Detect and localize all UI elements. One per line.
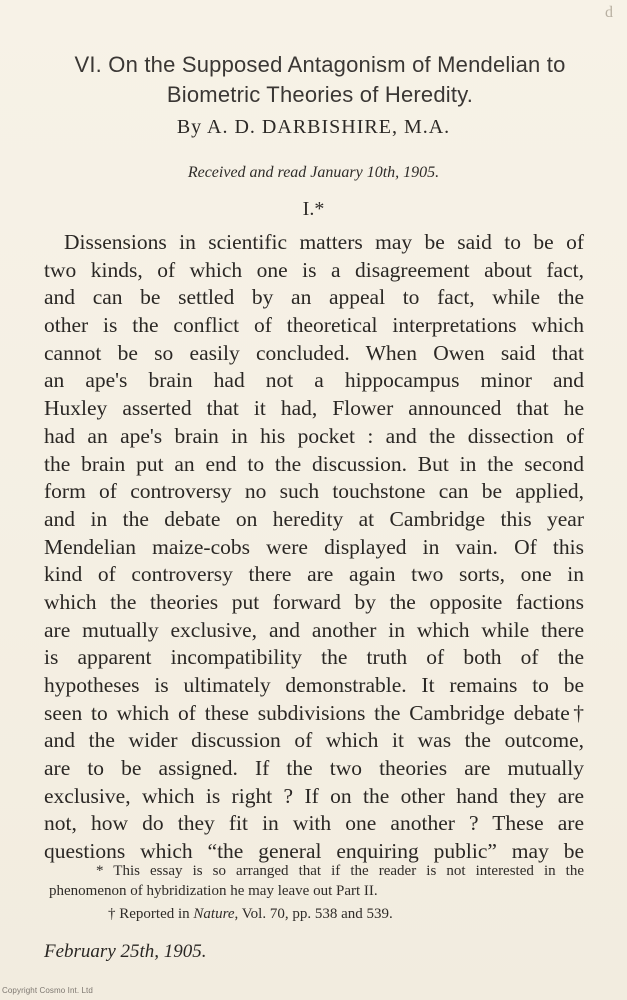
body-line: the brain put an end to the discussion. But in the second	[44, 451, 584, 476]
body-line: seen to which of these subdivisions the Cambridge debate†	[44, 700, 584, 725]
body-line: kind of controversy there are again two sorts, one in	[44, 562, 584, 587]
footnote-1-line-2: phenomenon of hybridization he may leave out Part II.	[49, 882, 378, 899]
title-line-1: VI. On the Supposed Antagonism of Mendelian to	[74, 52, 566, 77]
footnote-2-suffix: , Vol. 70, pp. 538 and 539.	[234, 906, 393, 922]
section-heading: I.*	[302, 198, 325, 220]
footnote-2	[44, 905, 584, 925]
received-date-line: Received and read January 10th, 1905.	[187, 164, 440, 181]
footnote-2-journal: Nature	[193, 906, 235, 922]
body-line: two kinds, of which one is a disagreement about fact,	[44, 257, 584, 282]
copyright-watermark: Copyright Cosmo Int. Ltd	[2, 986, 93, 995]
body-line: form of controversy no such touchstone can be applied,	[44, 479, 584, 504]
body-line: is apparent incompatibility the truth of both of the	[44, 645, 584, 670]
body-line: an ape's brain had not a hippocampus minor and	[44, 368, 584, 393]
body-line: Mendelian maize-cobs were displayed in vain. Of this	[44, 534, 584, 559]
body-line: and in the debate on heredity at Cambridge this year	[44, 506, 584, 531]
body-line: cannot be so easily concluded. When Owen said that	[44, 340, 584, 365]
body-line: exclusive, which is right ? If on the other hand they are	[44, 783, 584, 808]
paper-title	[40, 50, 600, 110]
author-byline: By A. D. DARBISHIRE, M.A.	[176, 116, 451, 138]
document-date: February 25th, 1905.	[44, 941, 207, 962]
body-line: which the theories put forward by the opposite factions	[44, 589, 584, 614]
body-line: and the wider discussion of which it was the outcome,	[44, 728, 584, 753]
body-line: had an ape's brain in his pocket : and the dissection of	[44, 423, 584, 448]
body-line: are to be assigned. If the two theories are mutually	[44, 756, 584, 781]
body-line: not, how do they fit in with one another ? These are	[44, 811, 584, 836]
body-line: hypotheses is ultimately demonstrable. It remains to be	[44, 673, 584, 697]
body-line: and can be settled by an appeal to fact, while the	[44, 285, 584, 310]
footnote-1-line-1: * This essay is so arranged that if the reader is not interested in the	[96, 863, 584, 879]
body-line: are mutually exclusive, and another in which while there	[44, 617, 584, 642]
body-text	[44, 229, 584, 866]
body-line: questions which “the general enquiring public” may be	[44, 839, 584, 864]
body-line: other is the conflict of theoretical interpretations which	[44, 313, 584, 338]
footnotes	[44, 862, 584, 925]
footnote-2-prefix: † Reported in	[108, 906, 194, 922]
body-line: Huxley asserted that it had, Flower announced that he	[44, 396, 584, 421]
body-line: Dissensions in scientific matters may be said to be of	[64, 230, 584, 254]
corner-mark: d	[605, 4, 613, 21]
title-line-2: Biometric Theories of Heredity.	[166, 82, 474, 107]
